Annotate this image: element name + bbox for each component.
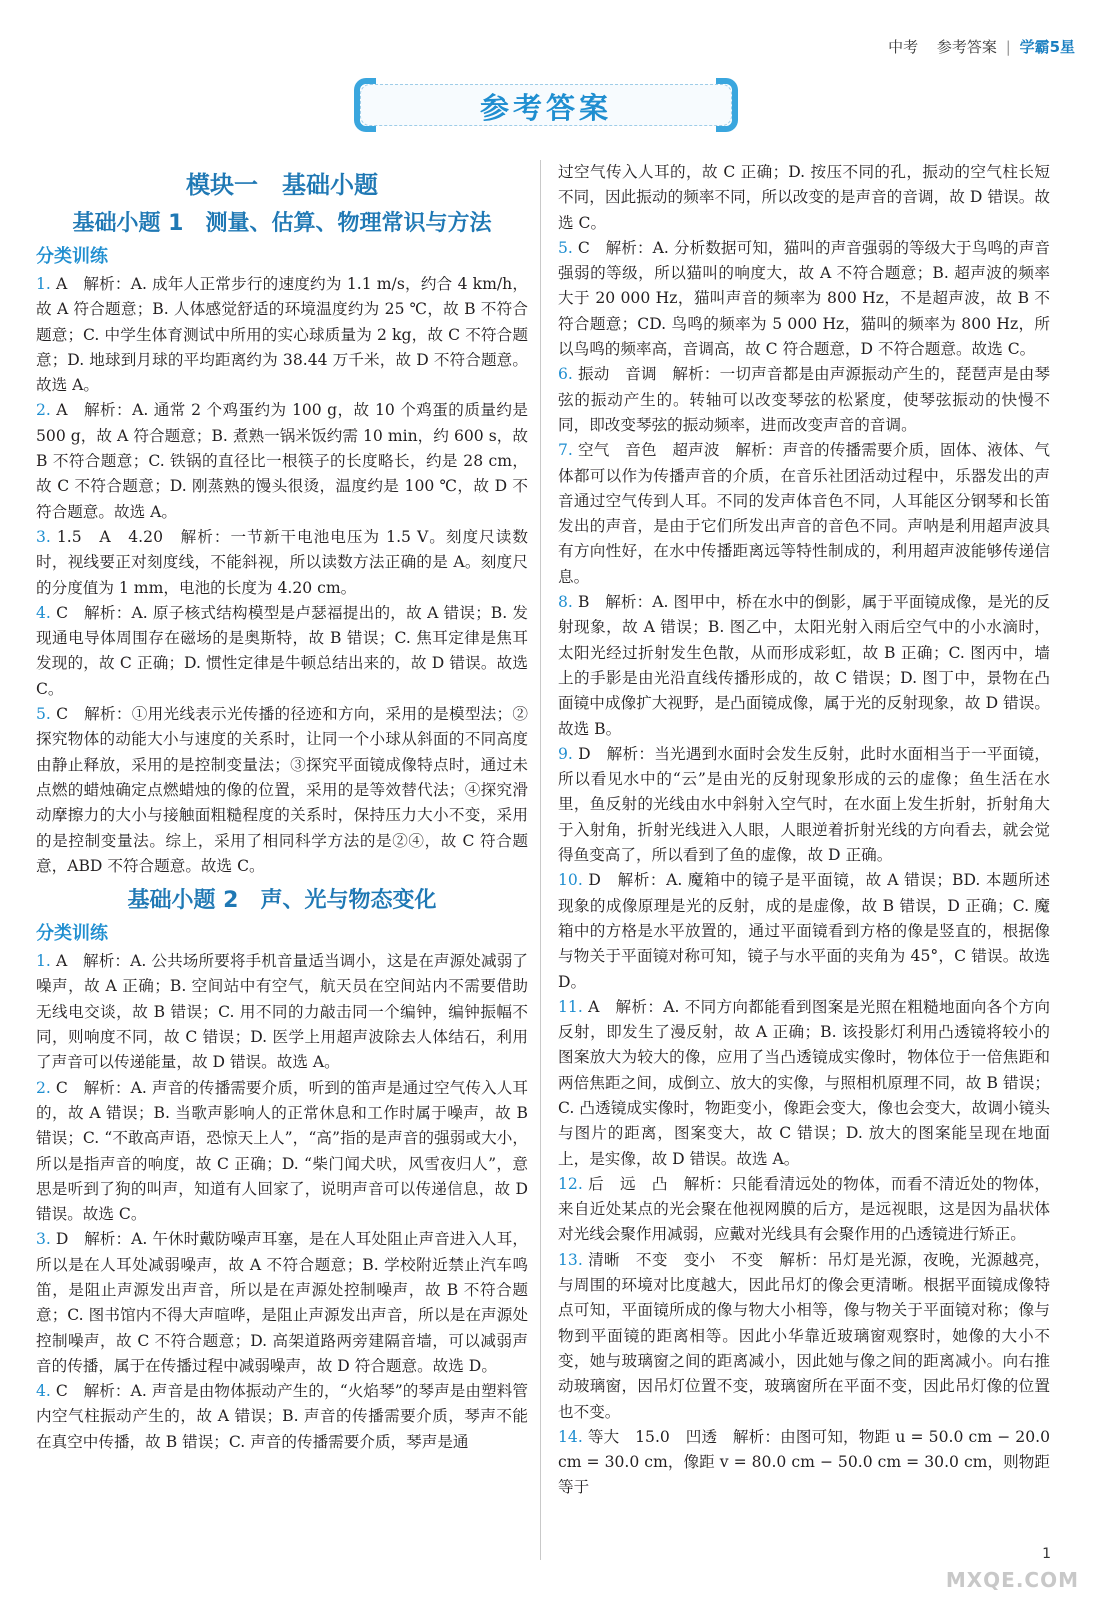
answer-text: 空气 音色 超声波 解析：声音的传播需要介质，固体、液体、气体都可以作为传播声音的介质，在音乐社团活动过程中，乐器发出的声音通过空气传到人耳。不同的发声体音色不同，人耳能区分钢琴和长笛发出的声音，是由于它们所发出声音的音色不同。声呐是利用超声波具有方向性好，在水中传播距离远等特性制成的，利用超声波能够传递信息。: [558, 441, 1050, 586]
answer-item: [36, 1076, 528, 1228]
answer-item: [558, 438, 1050, 590]
answer-item: [558, 742, 1050, 868]
answer-number: 10.: [558, 871, 583, 890]
page-number: 1: [1042, 1546, 1051, 1562]
module-title: 模块一 基础小题: [186, 171, 378, 199]
answer-text: 1.5 A 4.20 解析：一节新干电池电压为 1.5 V。刻度尺读数时，视线要正对刻度线，不能斜视，所以读数方法正确的是 A。刻度尺的分度值为 1 mm，电池的长度为 4.20 cm。: [36, 527, 528, 597]
answer-number: 7.: [558, 441, 573, 460]
answer-text: A 解析：A. 公共场所要将手机音量适当调小，这是在声源处减弱了噪声，故 A 正确；B. 空间站中有空气，航天员在空间站内不需要借助无线电交谈，故 B 错误；C. 用不同的力敲击同一个编钟，编钟振幅不同，则响度不同，故 C 错误；D. 医学上用超声波除去人体结石，利用了声音可以传递能量，故 D 错误。故选 A。: [36, 952, 528, 1072]
answer-item: [558, 590, 1050, 742]
answer-item: [36, 398, 528, 524]
answer-list-1: [36, 272, 528, 879]
title-banner: [354, 78, 738, 132]
answer-number: 13.: [558, 1250, 583, 1269]
answer-text: C 解析：A. 声音的传播需要介质，听到的笛声是通过空气传入人耳的，故 A 错误；B. 当歌声影响人的正常休息和工作时属于噪声，故 B 错误；C. “不敢高声语，恐惊天上人”，“高”指的是声音的强弱或大小，所以是指声音的响度，故 C 正确；D. “柴门闻犬吠，风雪夜归人”，意思是听到了狗的叫声，知道有人回家了，说明声音可以传递信息，故 D 错误。故选 C。: [36, 1078, 528, 1224]
answer-text: C 解析：①用光线表示光传播的径迹和方向，采用的是模型法；②探究物体的动能大小与速度的关系时，让同一个小球从斜面的不同高度由静止释放，采用的是控制变量法；③探究平面镜成像特点时，通过未点燃的蜡烛确定点燃蜡烛的像的位置，采用的是等效替代法；④探究滑动摩擦力的大小与接触面粗糙程度的关系时，保持压力大小不变，采用的是控制变量法。综上，采用了相同科学方法的是②④，故 C 符合题意，ABD 不符合题意。故选 C。: [36, 705, 528, 875]
answer-list-3: [558, 160, 1050, 1501]
watermark-text: MXQE.COM: [945, 1568, 1079, 1592]
answer-item: [558, 1425, 1050, 1501]
subheading-training-1: 分类训练: [36, 246, 108, 267]
answer-item: [558, 1172, 1050, 1248]
answer-number: 1.: [36, 275, 51, 293]
answer-item: [36, 601, 528, 702]
answer-number: 2.: [36, 1078, 51, 1097]
section-title-2: 基础小题 2 声、光与物态变化: [127, 888, 437, 914]
answer-item: [558, 362, 1050, 438]
answer-number: 2.: [36, 401, 51, 420]
answer-item: [36, 1227, 528, 1379]
header-exam: 中考: [888, 38, 919, 56]
answer-item: [558, 868, 1050, 994]
answer-text: D 解析：A. 午休时戴防噪声耳塞，是在人耳处阻止声音进入人耳，所以是在人耳处减弱噪声，故 A 不符合题意；B. 学校附近禁止汽车鸣笛，是阻止声源发出声音，所以是在声源处控制噪声，故 B 不符合题意；C. 图书馆内不得大声喧哗，是阻止声源发出声音，所以是在声源处控制噪声，故 C 不符合题意；D. 高架道路两旁建隔音墙，可以减弱声音的传播，属于在传播过程中减弱噪声，故 D 符合题意。故选 D。: [36, 1230, 528, 1375]
answer-item: [36, 272, 528, 398]
answer-text: D 解析：当光遇到水面时会发生反射，此时水面相当于一平面镜，所以看见水中的“云”是由光的反射现象形成的云的虚像；鱼生活在水里，鱼反射的光线由水中斜射入空气时，在水面上发生折射，折射角大于入射角，折射光线进入人眼，人眼逆着折射光线的方向看去，就会觉得鱼变高了，所以看到了鱼的虚像，故 D 正确。: [558, 744, 1050, 865]
subheading-training-2: 分类训练: [36, 923, 108, 945]
answer-text: A 解析：A. 通常 2 个鸡蛋约为 100 g，故 10 个鸡蛋的质量约是 500 g，故 A 符合题意；B. 煮熟一锅米饭约需 10 min，约 600 s，故 B 不符合题意；C. 铁锅的直径比一根筷子的长度略长，约是 28 cm，故 C 不符合题意；D. 刚蒸熟的馒头很烫，温度约是 100 ℃，故 D 不符合题意。故选 A。: [36, 401, 528, 521]
answer-number: 8.: [558, 593, 573, 612]
answer-text: 等大 15.0 凹透 解析：由图可知，物距 u = 50.0 cm − 20.0 cm = 30.0 cm，像距 v = 80.0 cm − 50.0 cm = 30.0 cm，则物距等于: [558, 1427, 1050, 1497]
answer-item: [36, 949, 528, 1075]
answer-number: 4.: [36, 1382, 51, 1401]
answer-item: [36, 702, 528, 879]
header-section: 参考答案: [936, 38, 997, 56]
answer-text: 过空气传入人耳的，故 C 正确；D. 按压不同的孔，振动的空气柱长短不同，因此振动的频率不同，所以改变的是声音的音调，故 D 错误。故选 C。: [558, 163, 1050, 232]
answer-number: 12.: [558, 1174, 583, 1193]
answer-number: 3.: [36, 1230, 51, 1249]
right-column: [558, 160, 1050, 1501]
banner-title: 参考答案: [479, 91, 612, 125]
answer-text: B 解析：A. 图甲中，桥在水中的倒影，属于平面镜成像，是光的反射现象，故 A 错误；B. 图乙中，太阳光射入雨后空气中的小水滴时，太阳光经过折射发生色散，从而形成彩虹，故 B 正确；C. 图丙中，墙上的手影是由光沿直线传播形成的，故 C 错误；D. 图丁中，景物在凸面镜中成像扩大视野，是凸面镜成像，属于光的反射现象，故 D 错误。故选 B。: [558, 593, 1050, 738]
answer-text: 后 远 凸 解析：只能看清远处的物体，而看不清近处的物体，来自近处某点的光会聚在他视网膜的后方，是远视眼，这是因为晶状体对光线会聚作用减弱，应戴对光线具有会聚作用的凸透镜进行矫正。: [558, 1174, 1050, 1244]
answer-item: [558, 1248, 1050, 1425]
answer-number: 11.: [558, 997, 583, 1016]
answer-number: 6.: [558, 365, 573, 384]
header-brand: 学霸5星: [1019, 38, 1075, 56]
answer-number: 4.: [36, 603, 51, 622]
answer-text: C 解析：A. 原子核式结构模型是卢瑟福提出的，故 A 错误；B. 发现通电导体周围存在磁场的是奥斯特，故 B 错误；C. 焦耳定律是焦耳发现的，故 C 正确；D. 惯性定律是牛顿总结出来的，故 D 错误。故选 C。: [36, 603, 528, 698]
answer-text: D 解析：A. 魔箱中的镜子是平面镜，故 A 错误；BD. 本题所述现象的成像原理是光的反射，成的是虚像，故 B 错误，D 正确；C. 魔箱中的方格是水平放置的，通过平面镜看到方格的像是竖直的，根据像与物关于平面镜对称可知，镜子与水平面的夹角为 45°，C 错误。故选 D。: [558, 871, 1050, 991]
answer-number: 3.: [36, 527, 51, 546]
answer-text: 振动 音调 解析：一切声音都是由声源振动产生的，琵琶声是由琴弦的振动产生的。转轴可以改变琴弦的松紧度，使琴弦振动的快慢不同，即改变琴弦的振动频率，进而改变声音的音调。: [558, 365, 1050, 434]
answer-text: C 解析：A. 分析数据可知，猫叫的声音强弱的等级大于鸟鸣的声音强弱的等级，所以猫叫的响度大，故 A 不符合题意；B. 超声波的频率大于 20 000 Hz，猫叫声音的频率为 800 Hz，不是超声波，故 B 不符合题意；CD. 鸟鸣的频率为 5 000 Hz，猫叫的频率为 800 Hz，所以鸟鸣的频率高，音调高，故 C 符合题意，D 不符合题意。故选 C。: [558, 238, 1050, 359]
answer-text: A 解析：A. 成年人正常步行的速度约为 1.1 m/s，约合 4 km/h，故 A 符合题意；B. 人体感觉舒适的环境温度约为 25 ℃，故 B 不符合题意；C. 中学生体育测试中所用的实心球质量为 2 kg，故 C 不符合题意；D. 地球到月球的平均距离约为 38.44 万千米，故 D 不符合题意。故选 A。: [36, 275, 528, 395]
answer-item: [558, 160, 1050, 236]
answer-number: 5.: [558, 238, 573, 257]
answer-item: [36, 525, 528, 601]
column-divider: [540, 160, 541, 1560]
section-title-1: 基础小题 1 测量、估算、物理常识与方法: [72, 211, 492, 236]
answer-item: [36, 1379, 528, 1455]
answer-list-2: [36, 949, 528, 1455]
answer-number: 9.: [558, 744, 573, 763]
answer-number: 5.: [36, 705, 51, 724]
answer-text: A 解析：A. 不同方向都能看到图案是光照在粗糙地面向各个方向反射，即发生了漫反射，故 A 正确；B. 该投影灯利用凸透镜将较小的图案放大为较大的像，应用了当凸透镜成实像时，物体位于一倍焦距和两倍焦距之间，成倒立、放大的实像，与照相机原理不同，故 B 错误；C. 凸透镜成实像时，物距变小，像距会变大，像也会变大，故调小镜头与图片的距离，图案变大，故 C 错误；D. 放大的图案能呈现在地面上，是实像，故 D 错误。故选 A。: [558, 997, 1050, 1168]
answer-item: [558, 995, 1050, 1172]
left-column: [36, 160, 528, 1455]
page-header: 中考 参考答案 | 学霸5星: [888, 38, 1075, 56]
answer-text: C 解析：A. 声音是由物体振动产生的，“火焰琴”的琴声是由塑料管内空气柱振动产生的，故 A 错误；B. 声音的传播需要介质，琴声不能在真空中传播，故 B 错误；C. 声音的传播需要介质，琴声是通: [36, 1382, 528, 1451]
answer-number: 14.: [558, 1427, 583, 1446]
answer-item: [558, 236, 1050, 362]
answer-number: 1.: [36, 952, 51, 971]
answer-text: 清晰 不变 变小 不变 解析：吊灯是光源，夜晚，光源越亮，与周围的环境对比度越大，因此吊灯的像会更清晰。根据平面镜成像特点可知，平面镜所成的像与物大小相等，像与物关于平面镜对称；像与物到平面镜的距离相等。因此小华靠近玻璃窗观察时，她像的大小不变，她与玻璃窗之间的距离减小，因此她与像之间的距离减小。向右推动玻璃窗，因吊灯位置不变，玻璃窗所在平面不变，因此吊灯像的位置也不变。: [558, 1250, 1050, 1421]
